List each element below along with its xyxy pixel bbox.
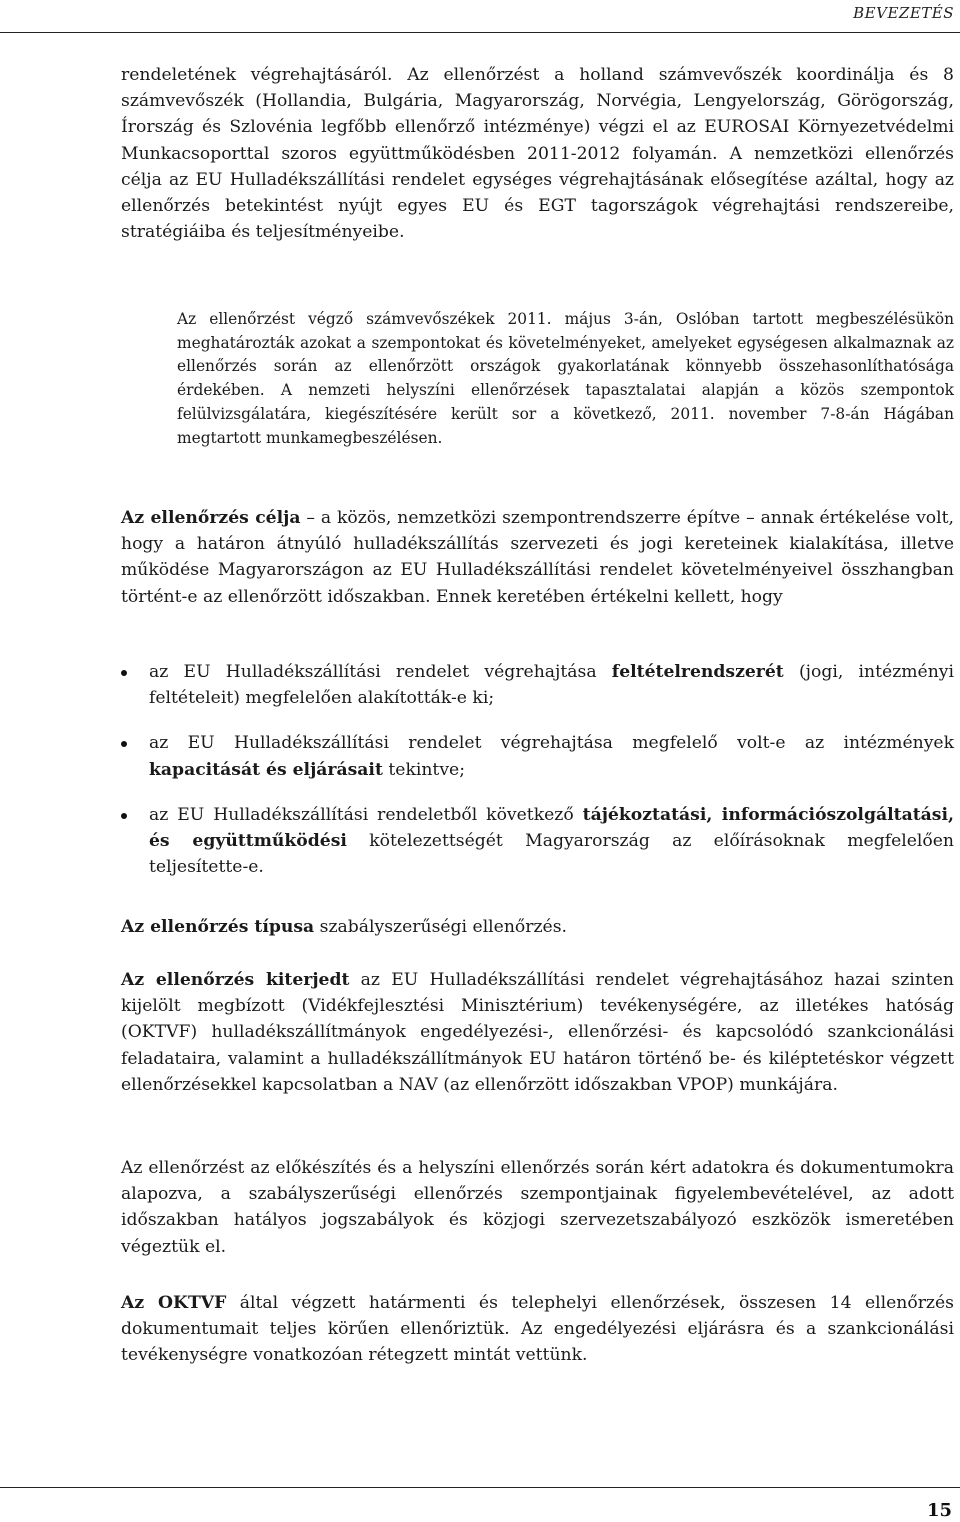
- audit-goal-heading: Az ellenőrzés célja: [121, 508, 301, 528]
- paragraph-audit-basis: Az ellenőrzést az előkészítés és a helyszíni ellenőrzés során kért adatokra és dokumentumokra alapozva, a szabályszerűségi ellenőrzés szempontjainak figyelembevételével, az adott időszakban hatályos jogszabályok és közjogi szervezetszabályozó eszközök ismeretében végeztük el.: [121, 1158, 954, 1257]
- header-divider: [0, 32, 960, 33]
- paragraph-oktvf: [121, 1290, 954, 1369]
- footer-divider: [0, 1487, 960, 1488]
- audit-scope-heading: Az ellenőrzés kiterjedt: [121, 970, 350, 990]
- audit-type-text: szabályszerűségi ellenőrzés.: [314, 917, 567, 937]
- oktvf-heading: Az OKTVF: [121, 1293, 227, 1313]
- audit-goal-text: – a közös, nemzetközi szempontrendszerre építve – annak értékelése volt, hogy a határon átnyúló hulladékszállítás szervezeti és jogi kereteinek kialakítása, illetve működése Magyarországon az EU Hulladékszállítási rendelet követelményeivel összhangban történt-e az ellenőrzött időszakban. Ennek keretében értékelni kellett, hogy: [121, 508, 954, 607]
- evaluation-criteria-list: [121, 659, 954, 899]
- audit-scope-text: az EU Hulladékszállítási rendelet végrehajtásához hazai szinten kijelölt megbízott (Vidékfejlesztési Minisztérium) tevékenységére, az illetékes hatóság (OKTVF) hulladékszállítmányok engedélyezési-, ellenőrzési- és kapcsolódó szankcionálási feladataira, valamint a hulladékszállítmányok EU határon történő be- és kiléptetéskor végzett ellenőrzésekkel kapcsolatban a NAV (az ellenőrzött időszakban VPOP) munkájára.: [121, 970, 955, 1095]
- list-item: az EU Hulladékszállítási rendeletből következő tájékoztatási, információszolgáltatási, és együttműködési kötelezettségét Magyarország az előírásoknak megfelelően teljesítette-e.: [121, 802, 954, 881]
- paragraph-audit-scope: [121, 967, 954, 1098]
- list-item: az EU Hulladékszállítási rendelet végrehajtása feltételrendszerét (jogi, intézményi feltételeit) megfelelően alakították-e ki;: [121, 659, 954, 711]
- list-item: az EU Hulladékszállítási rendelet végrehajtása megfelelő volt-e az intézmények kapacitását és eljárásait tekintve;: [121, 730, 954, 782]
- audit-type-heading: Az ellenőrzés típusa: [121, 917, 315, 937]
- paragraph-meetings: Az ellenőrzést végző számvevőszékek 2011. május 3-án, Oslóban tartott megbeszélésükön meghatározták azokat a szempontokat és követelményeket, amelyeket egységesen alkalmaznak az ellenőrzés során az ellenőrzött országok gyakorlatának könnyebb összehasonlíthatósága érdekében. A nemzeti helyszíni ellenőrzések tapasztalatai alapján a közös szempontok felülvizsgálatára, kiegészítésére került sor a következő, 2011. november 7-8-án Hágában megtartott munkamegbeszélésen.: [177, 310, 954, 447]
- paragraph-intro: rendeletének végrehajtásáról. Az ellenőrzést a holland számvevőszék koordinálja és 8 számvevőszék (Hollandia, Bulgária, Magyarország, Norvégia, Lengyelország, Görögország, Írország és Szlovénia legfőbb ellenőrző intézménye) végzi el az EUROSAI Környezetvédelmi Munkacsoporttal szoros együttműködésben 2011-2012 folyamán. A nemzetközi ellenőrzés célja az EU Hulladékszállítási rendelet egységes végrehajtásának elősegítése azáltal, hogy az ellenőrzés betekintést nyújt egyes EU és EGT tagországok végrehajtási rendszereibe, stratégiáiba és teljesítményeibe.: [121, 65, 954, 243]
- running-header: BEVEZETÉS: [853, 4, 954, 22]
- page-number: 15: [926, 1500, 952, 1521]
- bullet-icon: [121, 813, 127, 819]
- oktvf-text: által végzett határmenti és telephelyi ellenőrzések, összesen 14 ellenőrzés dokumentumait teljes körűen ellenőriztük. Az engedélyezési eljárásra és a szankcionálási tevékenységre vonatkozóan rétegzett mintát vettünk.: [121, 1293, 954, 1366]
- paragraph-audit-type: [121, 914, 954, 940]
- paragraph-audit-goal: [121, 505, 954, 610]
- bullet-icon: [121, 741, 127, 747]
- bullet-icon: [121, 670, 127, 676]
